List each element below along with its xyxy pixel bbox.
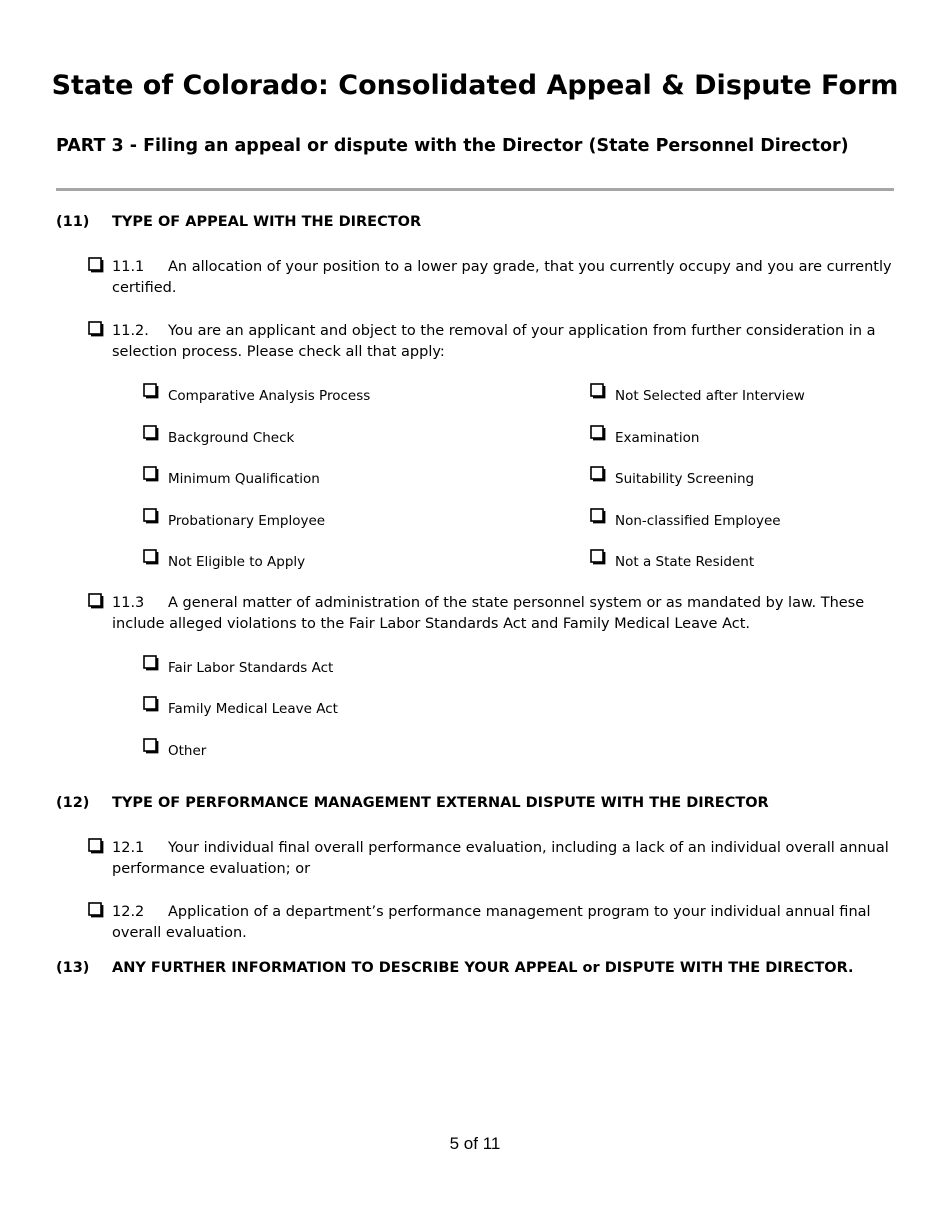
- option-minimum-qualification[interactable]: [143, 466, 320, 487]
- checkbox-icon[interactable]: [143, 383, 168, 400]
- option-not-state-resident[interactable]: [590, 549, 754, 570]
- item-12-1: [88, 838, 898, 879]
- option-examination[interactable]: [590, 425, 699, 446]
- item-code: 11.1: [112, 259, 145, 275]
- page-number: 5 of 11: [449, 1134, 501, 1153]
- option-label: Other: [168, 743, 207, 759]
- checkbox-icon[interactable]: [143, 655, 168, 672]
- item-code: 11.2.: [112, 323, 149, 339]
- option-family-medical-leave[interactable]: [143, 696, 338, 717]
- option-not-selected-interview[interactable]: [590, 383, 805, 404]
- option-comparative-analysis[interactable]: [143, 383, 370, 404]
- checkbox-icon[interactable]: [143, 549, 168, 566]
- section-title: ANY FURTHER INFORMATION TO DESCRIBE YOUR APPEAL or DISPUTE WITH THE DIRECTOR.: [112, 960, 854, 976]
- item-text: A general matter of administration of the state personnel system or as mandated by law. These include alleged violations to the Fair Labor Standards Act and Family Medical Leave Act.: [112, 595, 865, 632]
- checkbox-icon[interactable]: [143, 508, 168, 525]
- option-label: Not Selected after Interview: [615, 388, 805, 404]
- section-number: (12): [56, 795, 90, 811]
- item-11-3: [88, 593, 898, 634]
- option-label: Probationary Employee: [168, 513, 326, 529]
- divider: [56, 188, 894, 191]
- option-not-eligible[interactable]: [143, 549, 305, 570]
- section-number: (13): [56, 960, 90, 976]
- checkbox-11-1[interactable]: [88, 257, 105, 274]
- item-text: Your individual final overall performance evaluation, including a lack of an individual overall annual performance evaluation; or: [112, 840, 889, 877]
- item-12-2: [88, 902, 898, 943]
- checkbox-11-2[interactable]: [88, 321, 105, 338]
- checkbox-icon[interactable]: [590, 425, 615, 442]
- item-text: An allocation of your position to a lower pay grade, that you currently occupy and you are currently certified.: [112, 259, 892, 296]
- checkbox-12-2[interactable]: [88, 902, 105, 919]
- option-label: Fair Labor Standards Act: [168, 660, 334, 676]
- item-11-1: [88, 257, 898, 298]
- option-label: Not Eligible to Apply: [168, 554, 306, 570]
- section-title: TYPE OF APPEAL WITH THE DIRECTOR: [112, 214, 422, 230]
- option-label: Not a State Resident: [615, 554, 755, 570]
- item-code: 12.1: [112, 840, 145, 856]
- option-label: Family Medical Leave Act: [168, 701, 338, 717]
- option-probationary-employee[interactable]: [143, 508, 325, 529]
- item-code: 12.2: [112, 904, 145, 920]
- option-label: Non-classified Employee: [615, 513, 781, 529]
- item-code: 11.3: [112, 595, 145, 611]
- part-heading: PART 3 - Filing an appeal or dispute with the Director (State Personnel Director): [56, 136, 849, 156]
- option-other[interactable]: [143, 738, 206, 759]
- option-label: Minimum Qualification: [168, 471, 320, 487]
- option-label: Comparative Analysis Process: [168, 388, 371, 404]
- checkbox-icon[interactable]: [590, 383, 615, 400]
- checkbox-11-3[interactable]: [88, 593, 105, 610]
- item-11-2: [88, 321, 898, 362]
- checkbox-icon[interactable]: [143, 425, 168, 442]
- option-label: Examination: [615, 430, 700, 446]
- form-title: State of Colorado: Consolidated Appeal & Dispute Form: [51, 70, 899, 101]
- section-number: (11): [56, 214, 90, 230]
- checkbox-icon[interactable]: [590, 508, 615, 525]
- option-label: Background Check: [168, 430, 295, 446]
- checkbox-12-1[interactable]: [88, 838, 105, 855]
- option-suitability-screening[interactable]: [590, 466, 754, 487]
- checkbox-icon[interactable]: [143, 738, 168, 755]
- checkbox-icon[interactable]: [590, 549, 615, 566]
- item-text: Application of a department’s performance management program to your individual annual final overall evaluation.: [112, 904, 871, 941]
- checkbox-icon[interactable]: [590, 466, 615, 483]
- option-label: Suitability Screening: [615, 471, 755, 487]
- item-text: You are an applicant and object to the removal of your application from further consideration in a selection process. Please check all that apply:: [112, 323, 876, 360]
- section-title: TYPE OF PERFORMANCE MANAGEMENT EXTERNAL DISPUTE WITH THE DIRECTOR: [112, 795, 769, 811]
- option-non-classified-employee[interactable]: [590, 508, 781, 529]
- checkbox-icon[interactable]: [143, 696, 168, 713]
- checkbox-icon[interactable]: [143, 466, 168, 483]
- option-fair-labor-standards[interactable]: [143, 655, 333, 676]
- option-background-check[interactable]: [143, 425, 294, 446]
